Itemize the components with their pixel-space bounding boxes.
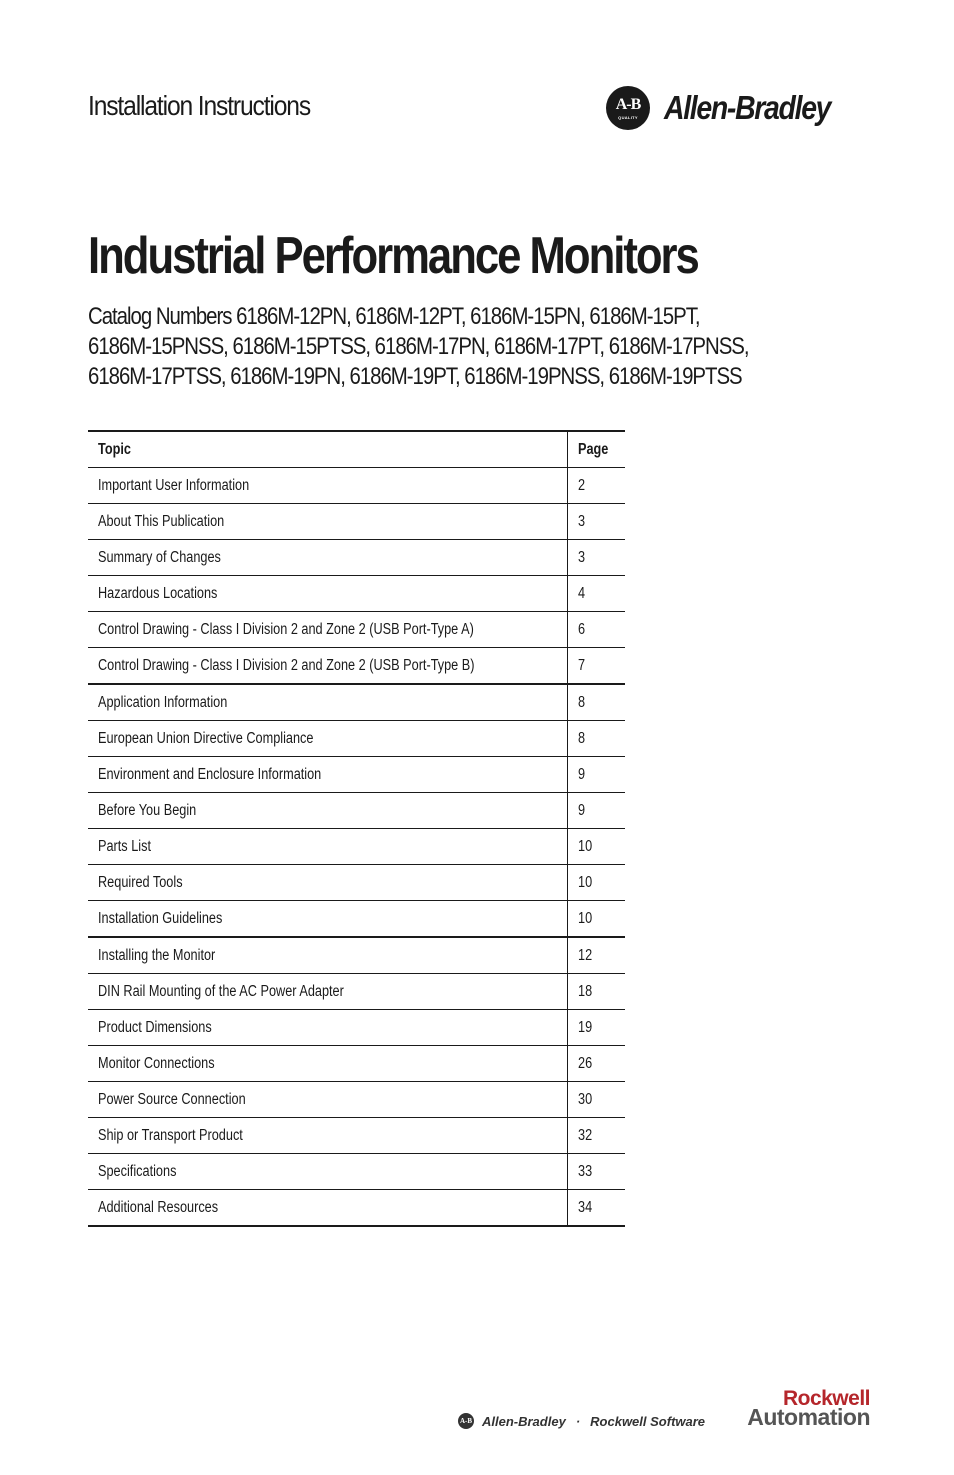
toc-topic: Ship or Transport Product	[88, 1118, 568, 1154]
seal-letters: A-B	[615, 95, 641, 113]
toc-topic: European Union Directive Compliance	[88, 721, 568, 757]
toc-page-number: 10	[568, 901, 626, 938]
toc-topic: Before You Begin	[88, 793, 568, 829]
toc-topic: Important User Information	[88, 468, 568, 504]
table-row	[88, 829, 625, 865]
table-row	[88, 757, 625, 793]
toc-page-number: 9	[568, 757, 626, 793]
footer-separator: ·	[575, 1413, 581, 1429]
table-row	[88, 937, 625, 974]
footer-brand-rockwell-software: Rockwell Software	[590, 1413, 706, 1429]
ab-quality-seal-icon	[606, 86, 650, 130]
table-row	[88, 648, 625, 685]
toc-topic: Additional Resources	[88, 1190, 568, 1227]
toc-header-page: Page	[568, 431, 626, 468]
table-row	[88, 504, 625, 540]
toc-topic: Summary of Changes	[88, 540, 568, 576]
table-of-contents	[88, 430, 625, 1227]
table-row	[88, 1082, 625, 1118]
table-row	[88, 540, 625, 576]
toc-page-number: 10	[568, 829, 626, 865]
footer-brand-allen-bradley: Allen-Bradley	[482, 1413, 566, 1429]
toc-topic: Installing the Monitor	[88, 937, 568, 974]
toc-header-topic: Topic	[88, 431, 568, 468]
toc-page-number: 8	[568, 684, 626, 721]
table-row	[88, 901, 625, 938]
logo-automation: Automation	[747, 1404, 870, 1430]
toc-page-number: 2	[568, 468, 626, 504]
toc-page-number: 18	[568, 974, 626, 1010]
toc-topic: Installation Guidelines	[88, 901, 568, 938]
catalog-line: Catalog Numbers 6186M-12PN, 6186M-12PT, 6186M-15PN, 6186M-15PT,	[88, 303, 700, 330]
table-row	[88, 1190, 625, 1227]
toc-page-number: 12	[568, 937, 626, 974]
toc-topic: Control Drawing - Class I Division 2 and Zone 2 (USB Port-Type A)	[88, 612, 568, 648]
catalog-line: 6186M-17PTSS, 6186M-19PN, 6186M-19PT, 6186M-19PNSS, 6186M-19PTSS	[88, 363, 742, 390]
toc-topic: Environment and Enclosure Information	[88, 757, 568, 793]
table-row	[88, 721, 625, 757]
footer-brands	[458, 1413, 705, 1429]
toc-page-number: 3	[568, 540, 626, 576]
seal-quality: QUALITY	[618, 114, 638, 120]
toc-page-number: 26	[568, 1046, 626, 1082]
toc-page-number: 6	[568, 612, 626, 648]
rockwell-automation-logo	[710, 1387, 870, 1430]
document-type: Installation Instructions	[88, 90, 311, 121]
toc-page-number: 9	[568, 793, 626, 829]
table-row	[88, 865, 625, 901]
brand-name: Allen-Bradley	[664, 89, 831, 126]
toc-topic: Product Dimensions	[88, 1010, 568, 1046]
page-title: Industrial Performance Monitors	[88, 227, 698, 285]
table-row	[88, 1118, 625, 1154]
table-row	[88, 468, 625, 504]
toc-page-number: 19	[568, 1010, 626, 1046]
toc-page-number: 4	[568, 576, 626, 612]
ab-mini-seal-icon: A-B	[458, 1413, 474, 1429]
toc-topic: Power Source Connection	[88, 1082, 568, 1118]
toc-topic: About This Publication	[88, 504, 568, 540]
toc-page-number: 33	[568, 1154, 626, 1190]
table-row	[88, 793, 625, 829]
catalog-line: 6186M-15PNSS, 6186M-15PTSS, 6186M-17PN, 6186M-17PT, 6186M-17PNSS,	[88, 333, 749, 360]
catalog-numbers	[88, 302, 768, 392]
toc-topic: Control Drawing - Class I Division 2 and Zone 2 (USB Port-Type B)	[88, 648, 568, 685]
toc-topic: Application Information	[88, 684, 568, 721]
table-row	[88, 1154, 625, 1190]
toc-topic: Parts List	[88, 829, 568, 865]
table-row	[88, 576, 625, 612]
table-row	[88, 1046, 625, 1082]
logo-rockwell: Rockwell	[782, 1387, 870, 1410]
toc-page-number: 32	[568, 1118, 626, 1154]
toc-page-number: 10	[568, 865, 626, 901]
table-row	[88, 974, 625, 1010]
toc-header-row	[88, 431, 625, 468]
toc-page-number: 8	[568, 721, 626, 757]
table-row	[88, 1010, 625, 1046]
toc-page-number: 3	[568, 504, 626, 540]
toc-page-number: 30	[568, 1082, 626, 1118]
toc-page-number: 34	[568, 1190, 626, 1227]
toc-page-number: 7	[568, 648, 626, 685]
allen-bradley-brand	[606, 86, 857, 130]
table-row	[88, 684, 625, 721]
table-row	[88, 612, 625, 648]
toc-topic: Specifications	[88, 1154, 568, 1190]
toc-topic: Required Tools	[88, 865, 568, 901]
toc-topic: Monitor Connections	[88, 1046, 568, 1082]
toc-topic: Hazardous Locations	[88, 576, 568, 612]
toc-topic: DIN Rail Mounting of the AC Power Adapter	[88, 974, 568, 1010]
